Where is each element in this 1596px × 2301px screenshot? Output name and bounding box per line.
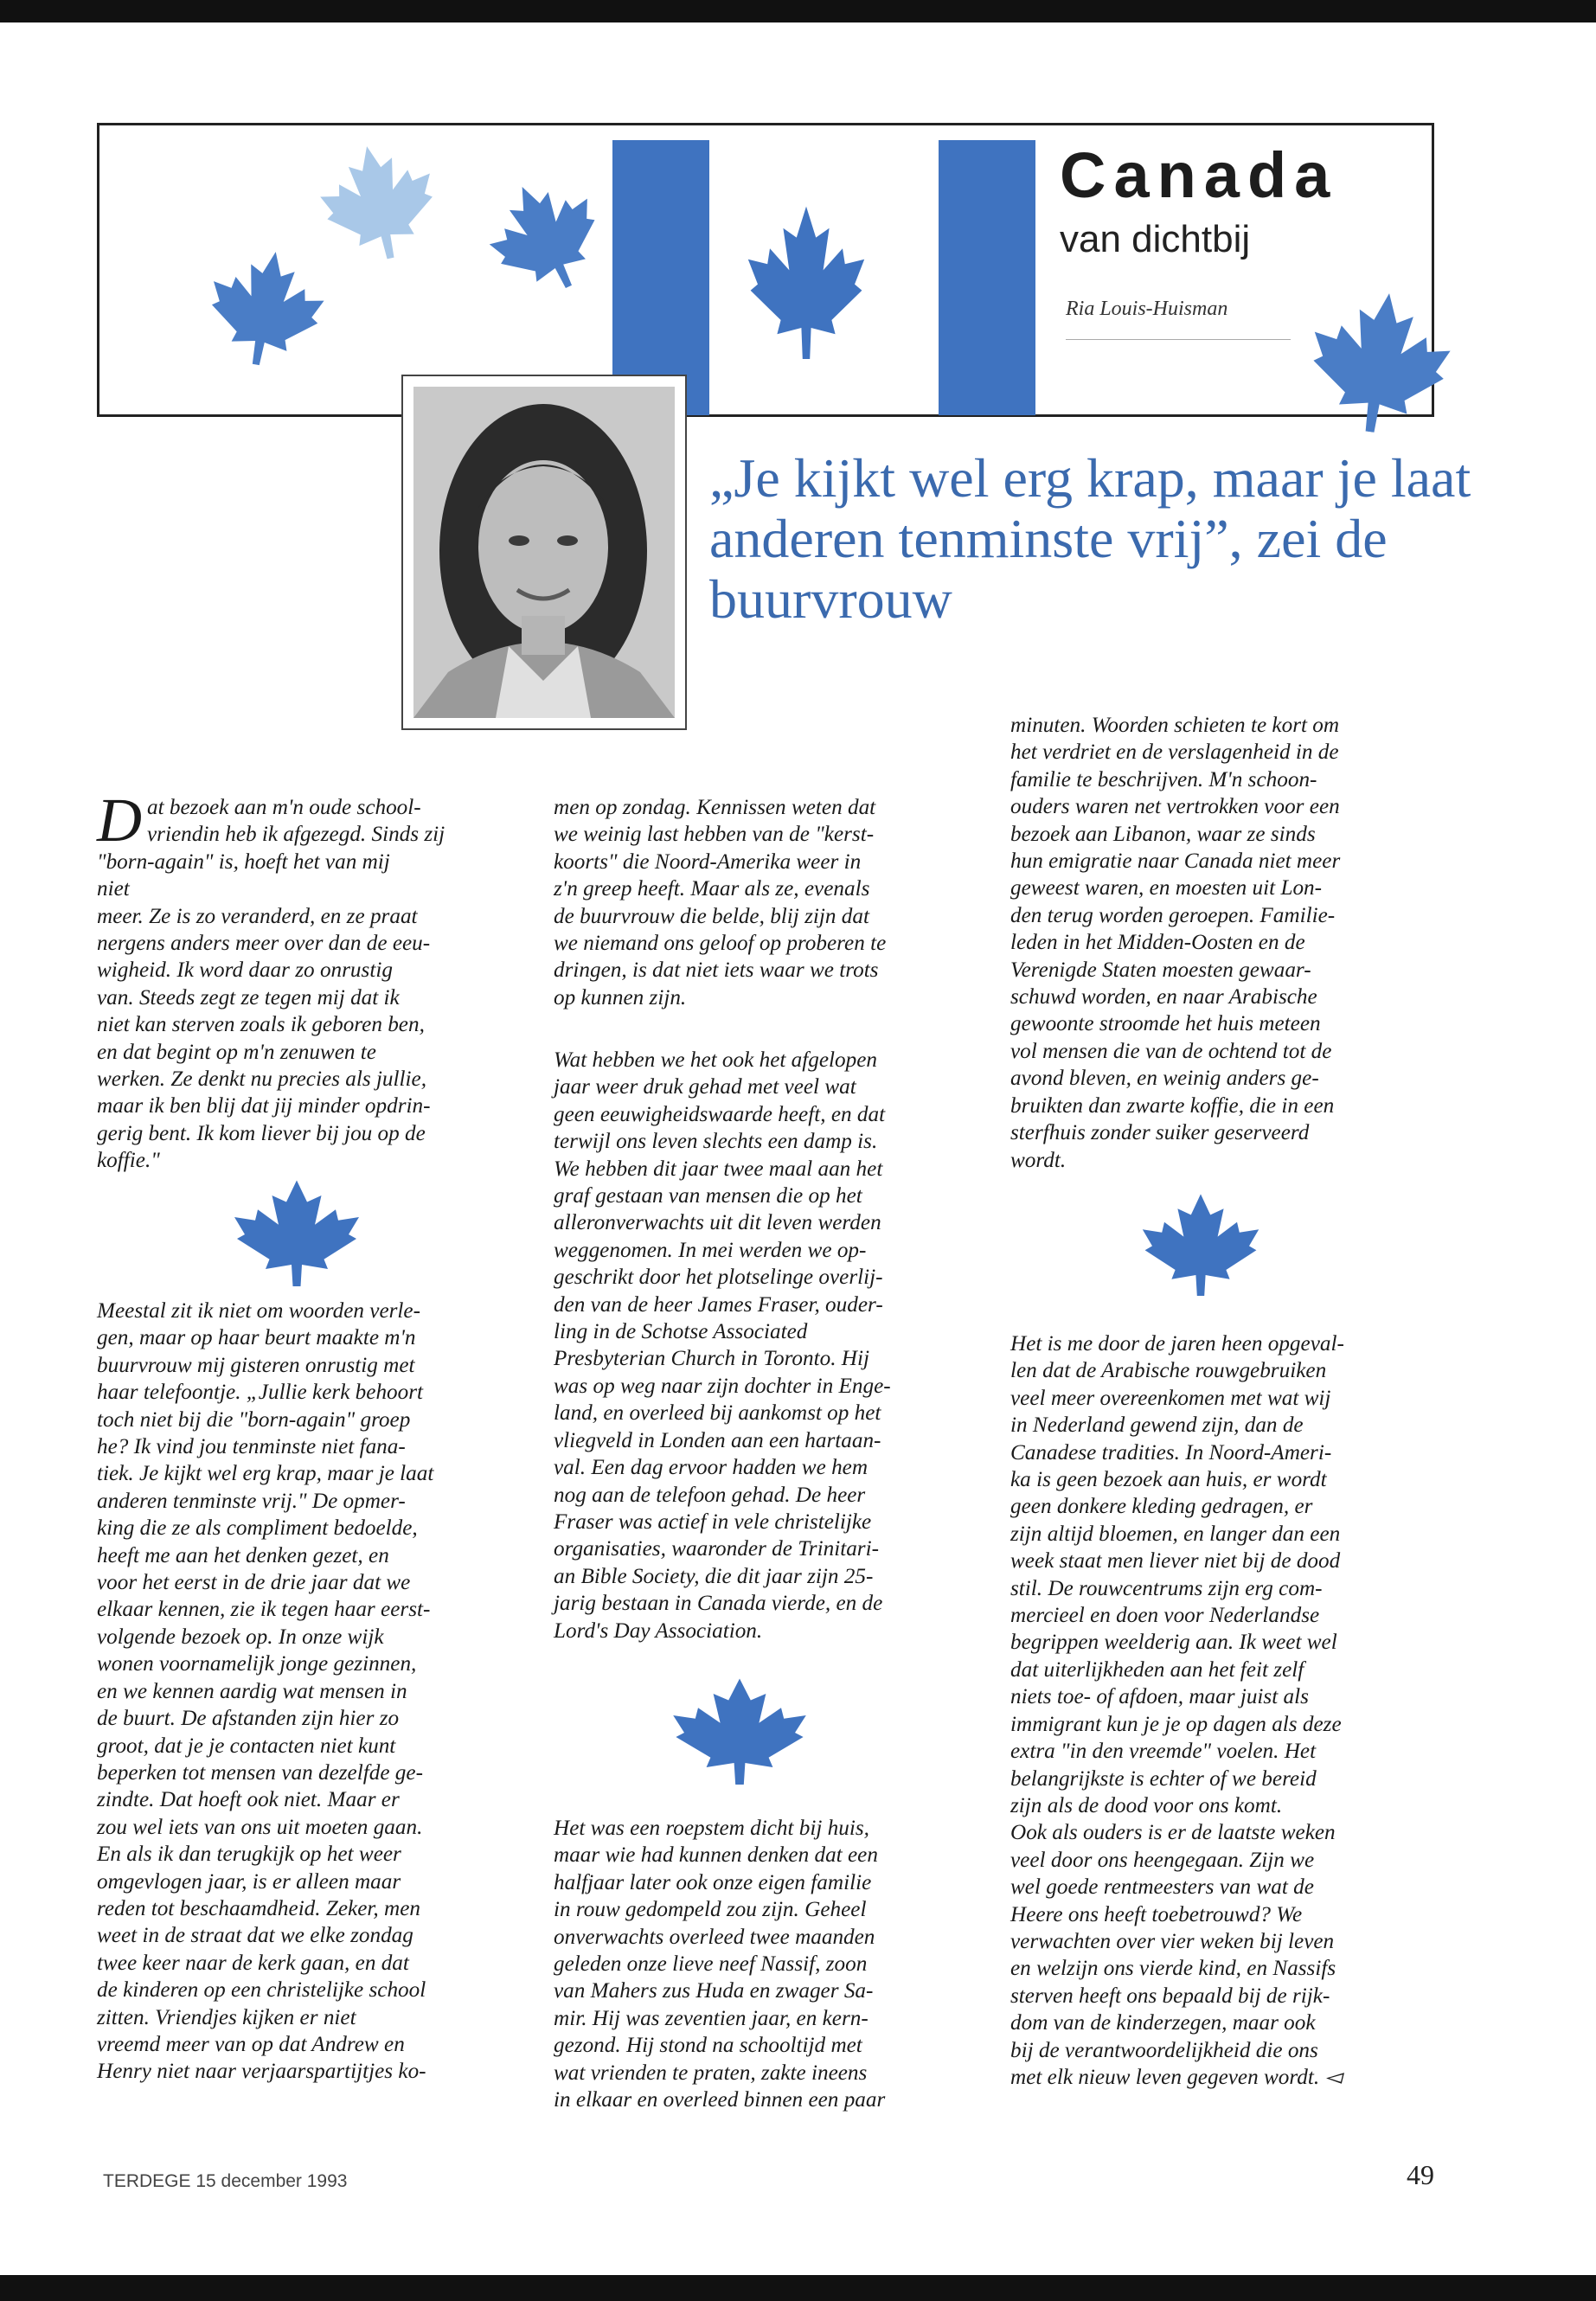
article-paragraph: Het is me door de jaren heen opgeval- len dat de Arabische rouwgebruiken veel meer overeenkomen met wat wij in Nederland gewend zijn, dan de Canadese tradities. In Noord-Ameri- ka is geen bezoek aan huis, er wordt geen donkere kleding gedragen, er zijn altijd bloemen, en langer dan een week staat men liever niet bij de dood stil. De rouwcentrums zijn erg com- mercieel en doen voor Nederlandse begrippen weelderig aan. Ik weet wel dat uiterlijkheden aan het feit zelf niets toe- of afdoen, maar juist als immigrant kun je je op dagen als deze extra "in den vreemde" voelen. Het belangrijkste is echter of we bereid zijn als de dood voor ons komt. Ook als ouders is er de laatste weken veel door ons heengegaan. Zijn we wel goede rentmeesters van wat de Heere ons heeft toebetrouwd? We verwachten over vier weken bij leven en welzijn ons vierde kind, en Nassifs sterven heeft ons bepaald bij de rijk- dom van de kinderzegen, maar ook bij de verantwoordelijkheid die ons met elk nieuw leven gegeven wordt. ◅	[1010, 1332, 1344, 2089]
page-number: 49	[1407, 2159, 1434, 2190]
article-paragraph: minuten. Woorden schieten te kort om het verdriet en de verslagenheid in de familie te beschrijven. M'n schoon- ouders waren net vertrokken voor een bezoek aan Libanon, waar ze sinds hun emigratie naar Canada niet meer geweest waren, en moesten uit Lon- den terug worden geroepen. Familie- leden in het Midden-Oosten en de Verenigde Staten moesten gewaar- schuwd worden, en naar Arabische gewoonte stroomde het huis meteen vol mensen die van de ochtend tot de avond bleven, en weinig anders ge- bruikten dan zwarte koffie, die in een sterfhuis zonder suiker geserveerd wordt.	[1010, 714, 1341, 1172]
bottom-border	[0, 2275, 1596, 2301]
paragraph-text: at bezoek aan m'n oude school- vriendin heb ik afgezegd. Sinds zij "born-again" is, hoeft het van mij niet meer. Ze is zo veranderd, en ze praat nergens anders meer over dan de eeu- wigheid. Ik word daar zo onrustig van. Steeds zegt ze tegen mij dat ik niet kan sterven zoals ik geboren ben, en dat begint op m'n zenuwen te werken. Ze denkt nu precies als jullie, maar ik ben blij dat jij minder opdrin- gerig bent. Ik kom liever bij jou op de koffie."	[97, 796, 445, 1173]
article-column-2	[554, 794, 969, 1011]
top-border	[0, 0, 1596, 22]
maple-leaf-icon	[197, 233, 335, 381]
maple-leaf-icon	[670, 1676, 809, 1785]
author-byline: Ria Louis-Huisman	[1066, 298, 1228, 320]
page-title: Canada	[1060, 139, 1338, 211]
article-column-3b	[1010, 1330, 1426, 2091]
author-photo	[413, 387, 675, 718]
author-photo-frame	[401, 375, 687, 730]
flag-maple-leaf-icon	[746, 203, 867, 359]
article-paragraph	[97, 785, 512, 1175]
byline-divider	[1066, 339, 1291, 340]
maple-leaf-icon	[1140, 1192, 1261, 1296]
page-subtitle: van dichtbij	[1060, 218, 1251, 260]
maple-leaf-icon	[1284, 279, 1475, 444]
flag-right-band	[939, 140, 1035, 415]
article-column-3	[1010, 712, 1426, 1174]
pull-quote: „Je kijkt wel erg krap, maar je laat anderen tenminste vrij”, zei de buurvrouw	[709, 447, 1471, 630]
article-paragraph: Wat hebben we het ook het afgelopen jaar weer druk gehad met veel wat geen eeuwigheidswaarde heeft, en dat terwijl ons leven slechts een damp is. We hebben dit jaar twee maal aan het graf gestaan van mensen die op het alleronverwachts uit dit leven werden weggenomen. In mei werden we op- geschrikt door het plotselinge overlij- den van de heer James Fraser, ouder- ling in de Schotse Associated Presbyterian Church in Toronto. Hij was op weg naar zijn dochter in Enge- land, en overleed bij aankomst op het vliegveld in Londen aan een hartaan- val. Een dag ervoor hadden we hem nog aan de telefoon gehad. De heer Fraser was actief in vele christelijke organisaties, waaronder de Trinitari- an Bible Society, die dit jaar zijn 25- jarig bestaan in Canada vierde, en de Lord's Day Association.	[554, 1048, 891, 1643]
article-column-2c	[554, 1815, 969, 2113]
article-paragraph: Meestal zit ik niet om woorden verle- gen, maar op haar beurt maakte m'n buurvrouw mij gisteren onrustig met haar telefoontje. „Jullie kerk behoort toch niet bij die "born-again" groep he? Ik vind jou tenminste niet fana- tiek. Je kijkt wel erg krap, maar je laat anderen tenminste vrij." De opmer- king die ze als compliment bedoelde, heeft me aan het denken gezet, en voor het eerst in de drie jaar dat we elkaar kennen, zie ik tegen haar eerst- volgende bezoek op. In onze wijk wonen voornamelijk jonge gezinnen, en we kennen aardig wat mensen in de buurt. De afstanden zijn hier zo groot, dat je je contacten niet kunt beperken tot mensen van dezelfde ge- zindte. Dat hoeft ook niet. Maar er zou wel iets van ons uit moeten gaan. En als ik dan terugkijk op het weer omgevlogen jaar, is er alleen maar reden tot beschaamdheid. Zeker, men weet in de straat dat we elke zondag twee keer naar de kerk gaan, en dat de kinderen op een christelijke school zitten. Vriendjes kijken er niet vreemd meer van op dat Andrew en Henry niet naar verjaarspartijtjes ko-	[97, 1299, 434, 2084]
article-column-1	[97, 785, 512, 1175]
article-paragraph: men op zondag. Kennissen weten dat we weinig last hebben van de "kerst- koorts" die Noord-Amerika weer in z'n greep heeft. Maar als ze, evenals de buurvrouw die belde, blij zijn dat we niemand ons geloof op proberen te dringen, is dat niet iets waar we trots op kunnen zijn.	[554, 796, 887, 1009]
article-paragraph: Het was een roepstem dicht bij huis, maar wie had kunnen denken dat een halfjaar later ook onze eigen familie in rouw gedompeld zou zijn. Geheel onverwachts overleed twee maanden geleden onze lieve neef Nassif, zoon van Mahers zus Huda en zwager Sa- mir. Hij was zeventien jaar, en kern- gezond. Hij stond na schooltijd met wat vrienden te praten, zakte ineens in elkaar en overleed binnen een paar	[554, 1817, 886, 2112]
publication-footer: TERDEGE 15 december 1993	[103, 2171, 348, 2191]
article-column-2b	[554, 1047, 969, 1644]
maple-leaf-icon	[232, 1178, 362, 1286]
article-column-1b	[97, 1298, 512, 2086]
drop-cap: D	[97, 785, 142, 855]
